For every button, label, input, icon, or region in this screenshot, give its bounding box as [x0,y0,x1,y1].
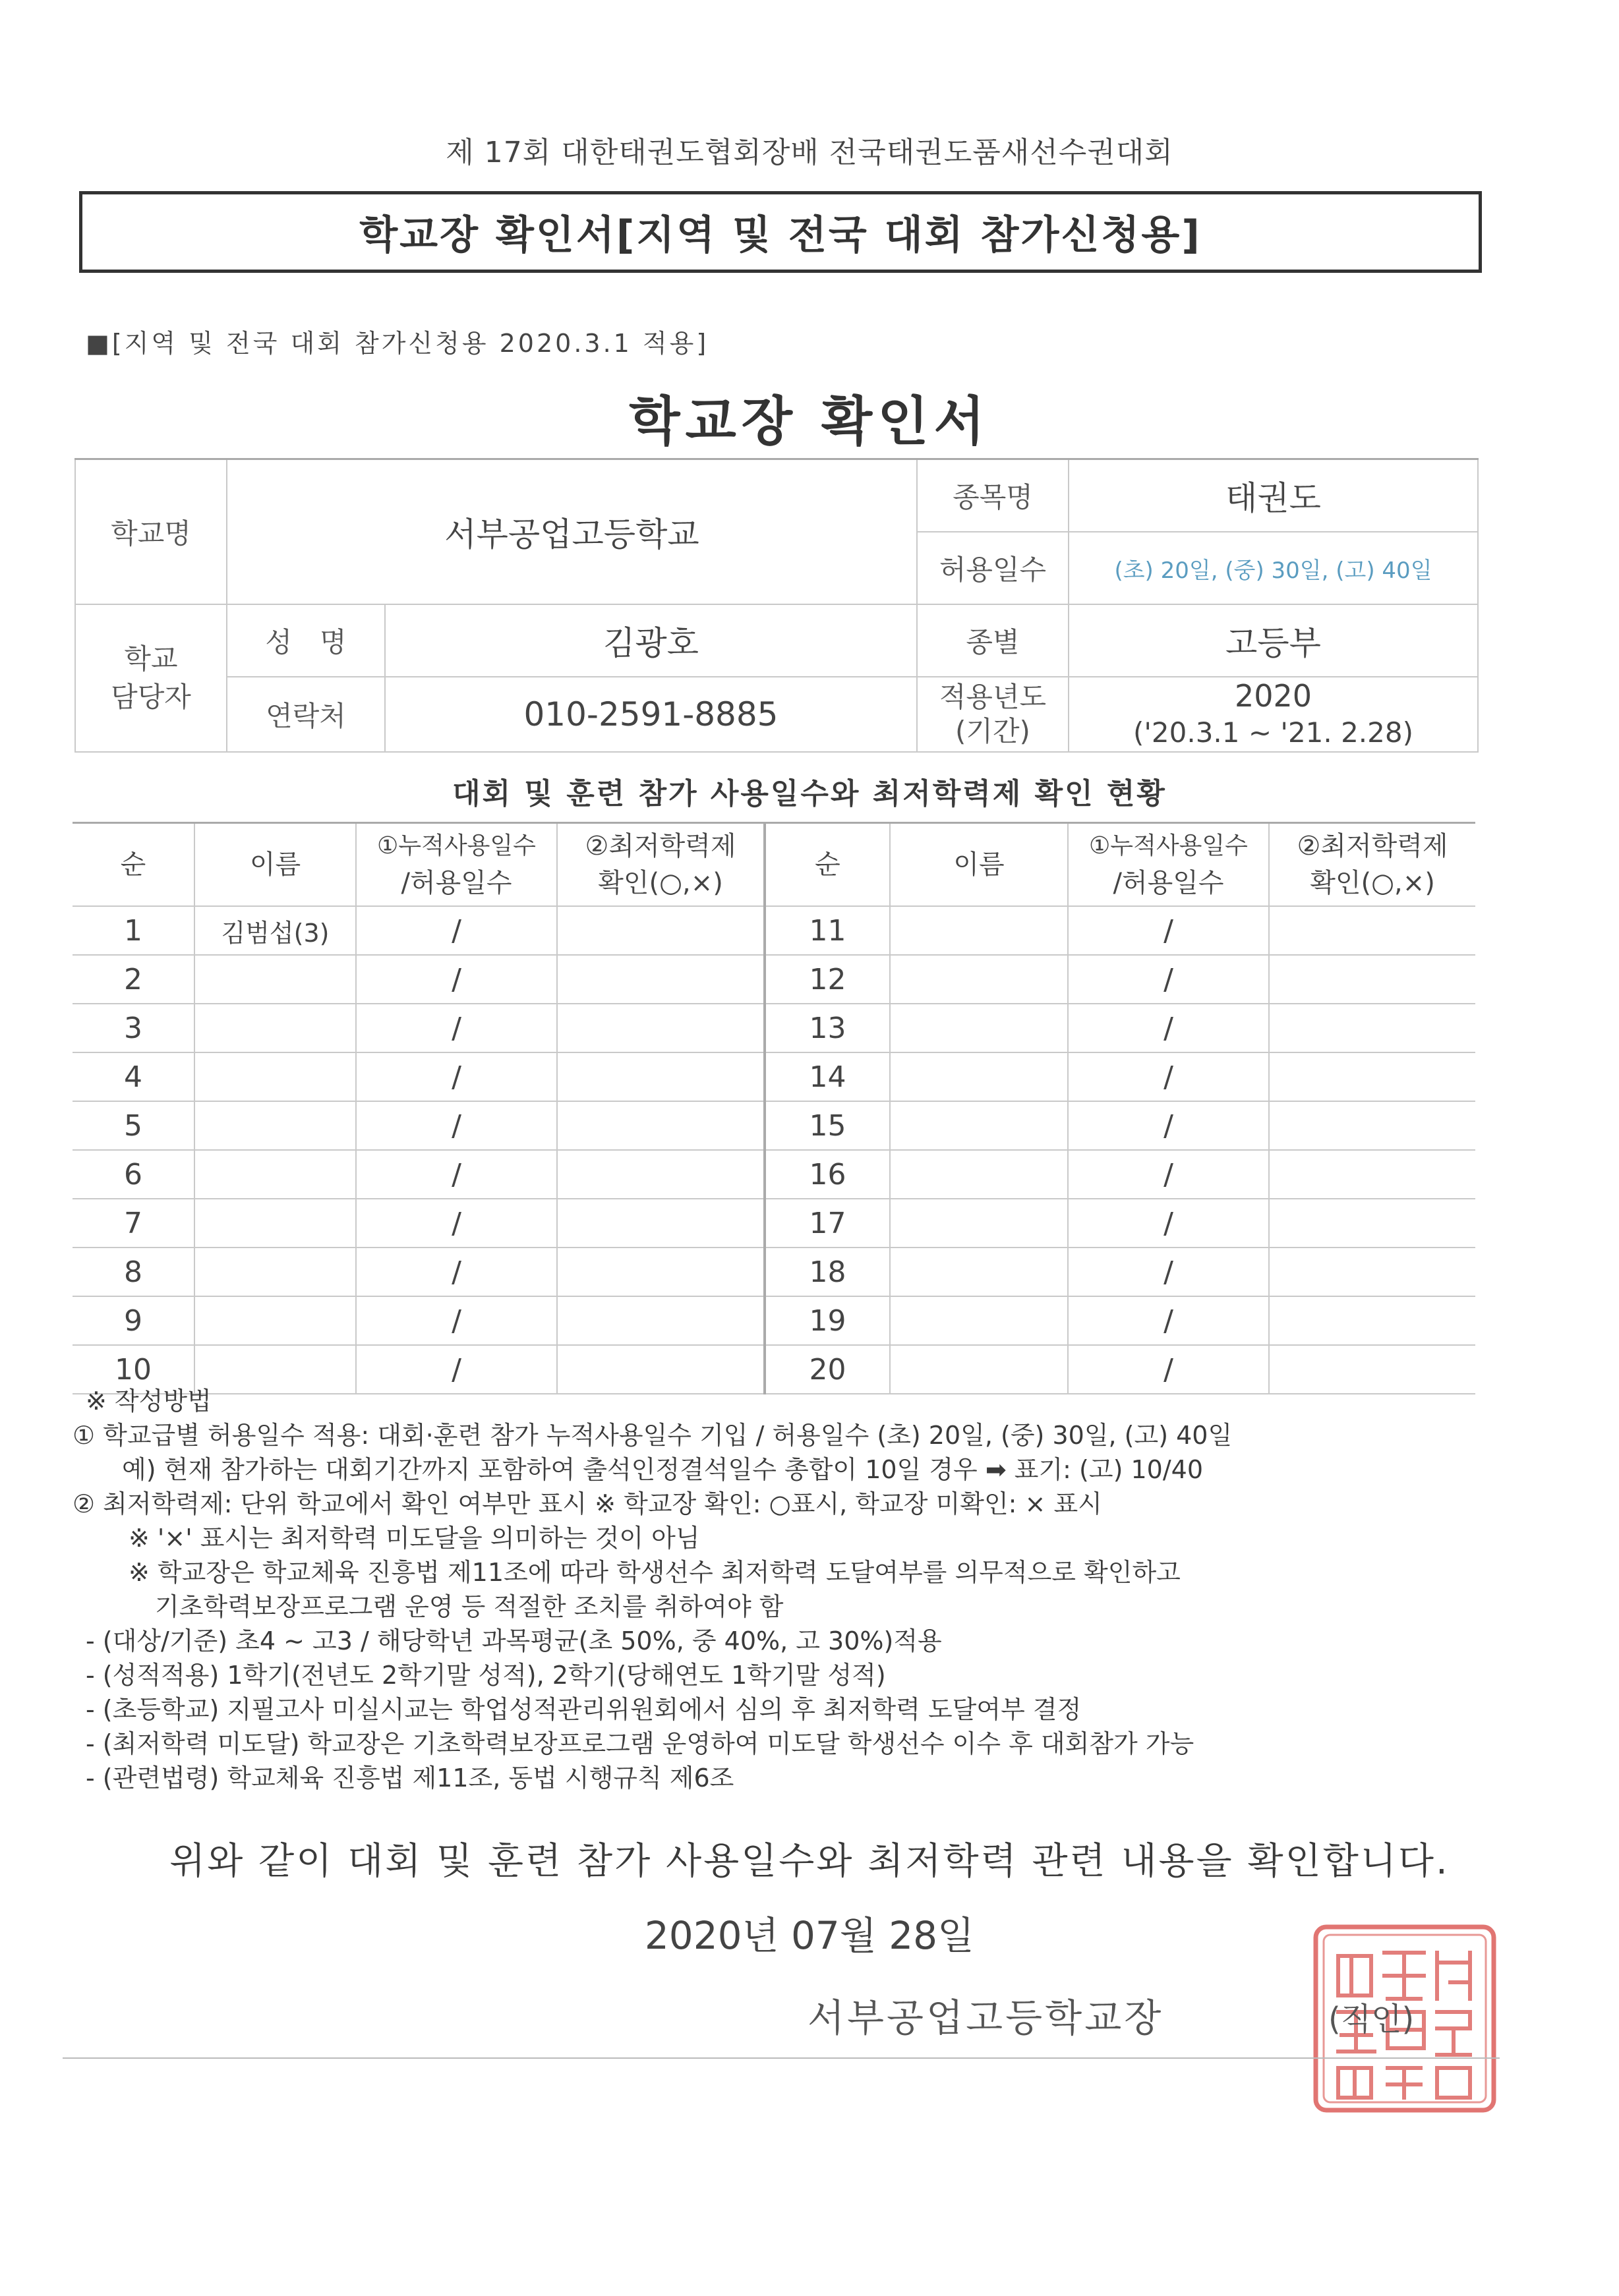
row-name [890,1150,1068,1199]
division-label: 종별 [917,604,1069,677]
row-no: 7 [73,1199,194,1248]
period-year: 2020 [1234,678,1312,714]
row-no: 13 [765,1004,890,1052]
allowed-days-value: (초) 20일, (중) 30일, (고) 40일 [1069,532,1478,604]
row-name [890,1052,1068,1101]
period-value [1069,677,1478,752]
row-min [557,955,765,1004]
row-days: / [356,1199,557,1248]
row-name [890,1004,1068,1052]
note-line: 기초학력보장프로그램 운영 등 적절한 조치를 취하여야 함 [155,1592,784,1621]
row-name [194,1101,356,1150]
row-min [557,1150,765,1199]
note-line: ① 학교급별 허용일수 적용: 대회·훈련 참가 누적사용일수 기입 / 허용일수 (초) 20일, (중) 30일, (고) 40일 [73,1421,1233,1450]
row-no: 10 [73,1345,194,1394]
row-min [557,1248,765,1296]
row-no: 17 [765,1199,890,1248]
application-notice: ■[지역 및 전국 대회 참가신청용 2020.3.1 적용] [86,329,709,358]
row-no: 2 [73,955,194,1004]
note-line: - (최저학력 미도달) 학교장은 기초학력보장프로그램 운영하여 미도달 학생선수 이수 후 대회참가 가능 [86,1729,1194,1758]
note-line: - (초등학교) 지필고사 미실시교는 학업성적관리위원회에서 심의 후 최저학력 도달여부 결정 [86,1695,1082,1724]
row-min [1269,1296,1475,1345]
header-min-line2: 확인(○,×) [598,868,723,898]
row-no: 14 [765,1052,890,1101]
row-name [890,1296,1068,1345]
row-min [557,906,765,955]
row-min [1269,955,1475,1004]
row-name [194,1296,356,1345]
row-min [1269,1248,1475,1296]
row-min [557,1101,765,1150]
row-no: 3 [73,1004,194,1052]
row-days: / [1068,1296,1269,1345]
row-min [1269,1052,1475,1101]
division-value: 고등부 [1069,604,1478,677]
header-days-line2: /허용일수 [401,868,512,898]
row-days: / [356,1101,557,1150]
row-min [557,1199,765,1248]
row-name [890,1248,1068,1296]
header-no-right: 순 [765,823,890,907]
row-no: 4 [73,1052,194,1101]
header-min-line1: ②최저학력제 [585,831,736,861]
row-no: 19 [765,1296,890,1345]
row-no: 1 [73,906,194,955]
confirmation-statement: 위와 같이 대회 및 훈련 참가 사용일수와 최저학력 관련 내용을 확인합니다. [169,1840,1450,1883]
row-name: 김범섭(3) [194,906,356,955]
row-days: / [1068,1101,1269,1150]
header-days-line1: ①누적사용일수 [377,832,536,859]
row-name [890,1101,1068,1150]
row-name [194,1199,356,1248]
note-line: - (성적적용) 1학기(전년도 2학기말 성적), 2학기(당해연도 1학기말 성적) [86,1661,886,1690]
phone-value: 010-2591-8885 [385,677,917,752]
row-min [1269,1101,1475,1150]
row-min [1269,1150,1475,1199]
row-min [1269,1004,1475,1052]
row-days: / [1068,1248,1269,1296]
row-days: / [356,1345,557,1394]
row-name [194,1150,356,1199]
row-name [194,1248,356,1296]
table-row [73,955,1475,1004]
table-row [73,1248,1475,1296]
row-no: 18 [765,1248,890,1296]
header-no: 순 [73,823,194,907]
row-name [890,955,1068,1004]
header-days [356,823,557,907]
document-title-box [79,191,1482,273]
header-days-right [1068,823,1269,907]
seal-label: (직인) [1328,2001,1415,2038]
row-days: / [356,1248,557,1296]
bottom-divider [63,2057,1500,2059]
roster-table [73,822,1475,1394]
table-row [73,1101,1475,1150]
contact-person-label: 학교 담당자 [75,604,227,752]
row-days: / [1068,955,1269,1004]
row-min [1269,1199,1475,1248]
note-line: ※ 학교장은 학교체육 진흥법 제11조에 따라 학생선수 최저학력 도달여부를 의무적으로 확인하고 [129,1558,1181,1587]
period-label: 적용년도 (기간) [917,677,1069,752]
roster-header-row [73,823,1475,907]
row-no: 12 [765,955,890,1004]
header-name-right: 이름 [890,823,1068,907]
row-days: / [1068,1150,1269,1199]
header-min-line1-right: ②최저학력제 [1297,831,1448,861]
row-min [557,1296,765,1345]
row-no: 8 [73,1248,194,1296]
row-days: / [356,1004,557,1052]
table-row [73,1199,1475,1248]
row-days: / [1068,1052,1269,1101]
row-name [890,1199,1068,1248]
table-row [73,1052,1475,1101]
sport-value: 태권도 [1069,459,1478,532]
status-title: 대회 및 훈련 참가 사용일수와 최저학력제 확인 현황 [452,777,1167,811]
row-days: / [1068,906,1269,955]
note-line: ※ '×' 표시는 최저학력 미도달을 의미하는 것이 아님 [129,1524,700,1553]
form-title: 학교장 확인서 [629,391,990,452]
note-line: - (대상/기준) 초4 ~ 고3 / 해당학년 과목평균(초 50%, 중 40%, 고 30%)적용 [86,1626,942,1655]
note-line: ② 최저학력제: 단위 학교에서 확인 여부만 표시 ※ 학교장 확인: ○표시, 학교장 미확인: × 표시 [73,1489,1102,1518]
table-row [73,1004,1475,1052]
header-min-right [1269,823,1475,907]
row-name [194,1004,356,1052]
writing-instructions [73,1384,1543,1795]
note-line: 예) 현재 참가하는 대회기간까지 포함하여 출석인정결석일수 총합이 10일 경우 ➡ 표기: (고) 10/40 [122,1455,1204,1484]
header-days-line2-right: /허용일수 [1113,868,1224,898]
table-row [73,1296,1475,1345]
principal-signature-label: 서부공업고등학교장 [808,1995,1164,2040]
table-row [73,906,1475,955]
name-value: 김광호 [385,604,917,677]
header-min-line2-right: 확인(○,×) [1310,868,1435,898]
row-no: 15 [765,1101,890,1150]
row-no: 20 [765,1345,890,1394]
row-no: 11 [765,906,890,955]
header-min [557,823,765,907]
event-title: 제 17회 대한태권도협회장배 전국태권도품새선수권대회 [446,136,1173,169]
name-label: 성 명 [227,604,385,677]
note-line: ※ 작성방법 [86,1387,212,1416]
row-no: 6 [73,1150,194,1199]
row-name [194,955,356,1004]
phone-label: 연락처 [227,677,385,752]
row-min [557,1004,765,1052]
header-name: 이름 [194,823,356,907]
row-days: / [1068,1345,1269,1394]
header-days-line1-right: ①누적사용일수 [1089,832,1248,859]
row-min [1269,906,1475,955]
document-date: 2020년 07월 28일 [644,1913,975,1958]
row-name [890,906,1068,955]
row-name [194,1052,356,1101]
document-title: 학교장 확인서[지역 및 전국 대회 참가신청용] [359,212,1202,258]
row-days: / [356,955,557,1004]
row-days: / [356,906,557,955]
table-row [73,1150,1475,1199]
period-range: ('20.3.1 ~ '21. 2.28) [1133,716,1413,749]
row-no: 16 [765,1150,890,1199]
row-no: 5 [73,1101,194,1150]
school-name-label: 학교명 [75,459,227,605]
note-line: - (관련법령) 학교체육 진흥법 제11조, 동법 시행규칙 제6조 [86,1764,734,1793]
allowed-days-label: 허용일수 [917,532,1069,604]
row-days: / [356,1296,557,1345]
school-name-value: 서부공업고등학교 [227,459,917,605]
school-info-table [74,458,1479,753]
row-days: / [356,1150,557,1199]
row-no: 9 [73,1296,194,1345]
sport-label: 종목명 [917,459,1069,532]
row-days: / [1068,1004,1269,1052]
row-days: / [356,1052,557,1101]
row-min [557,1052,765,1101]
row-days: / [1068,1199,1269,1248]
